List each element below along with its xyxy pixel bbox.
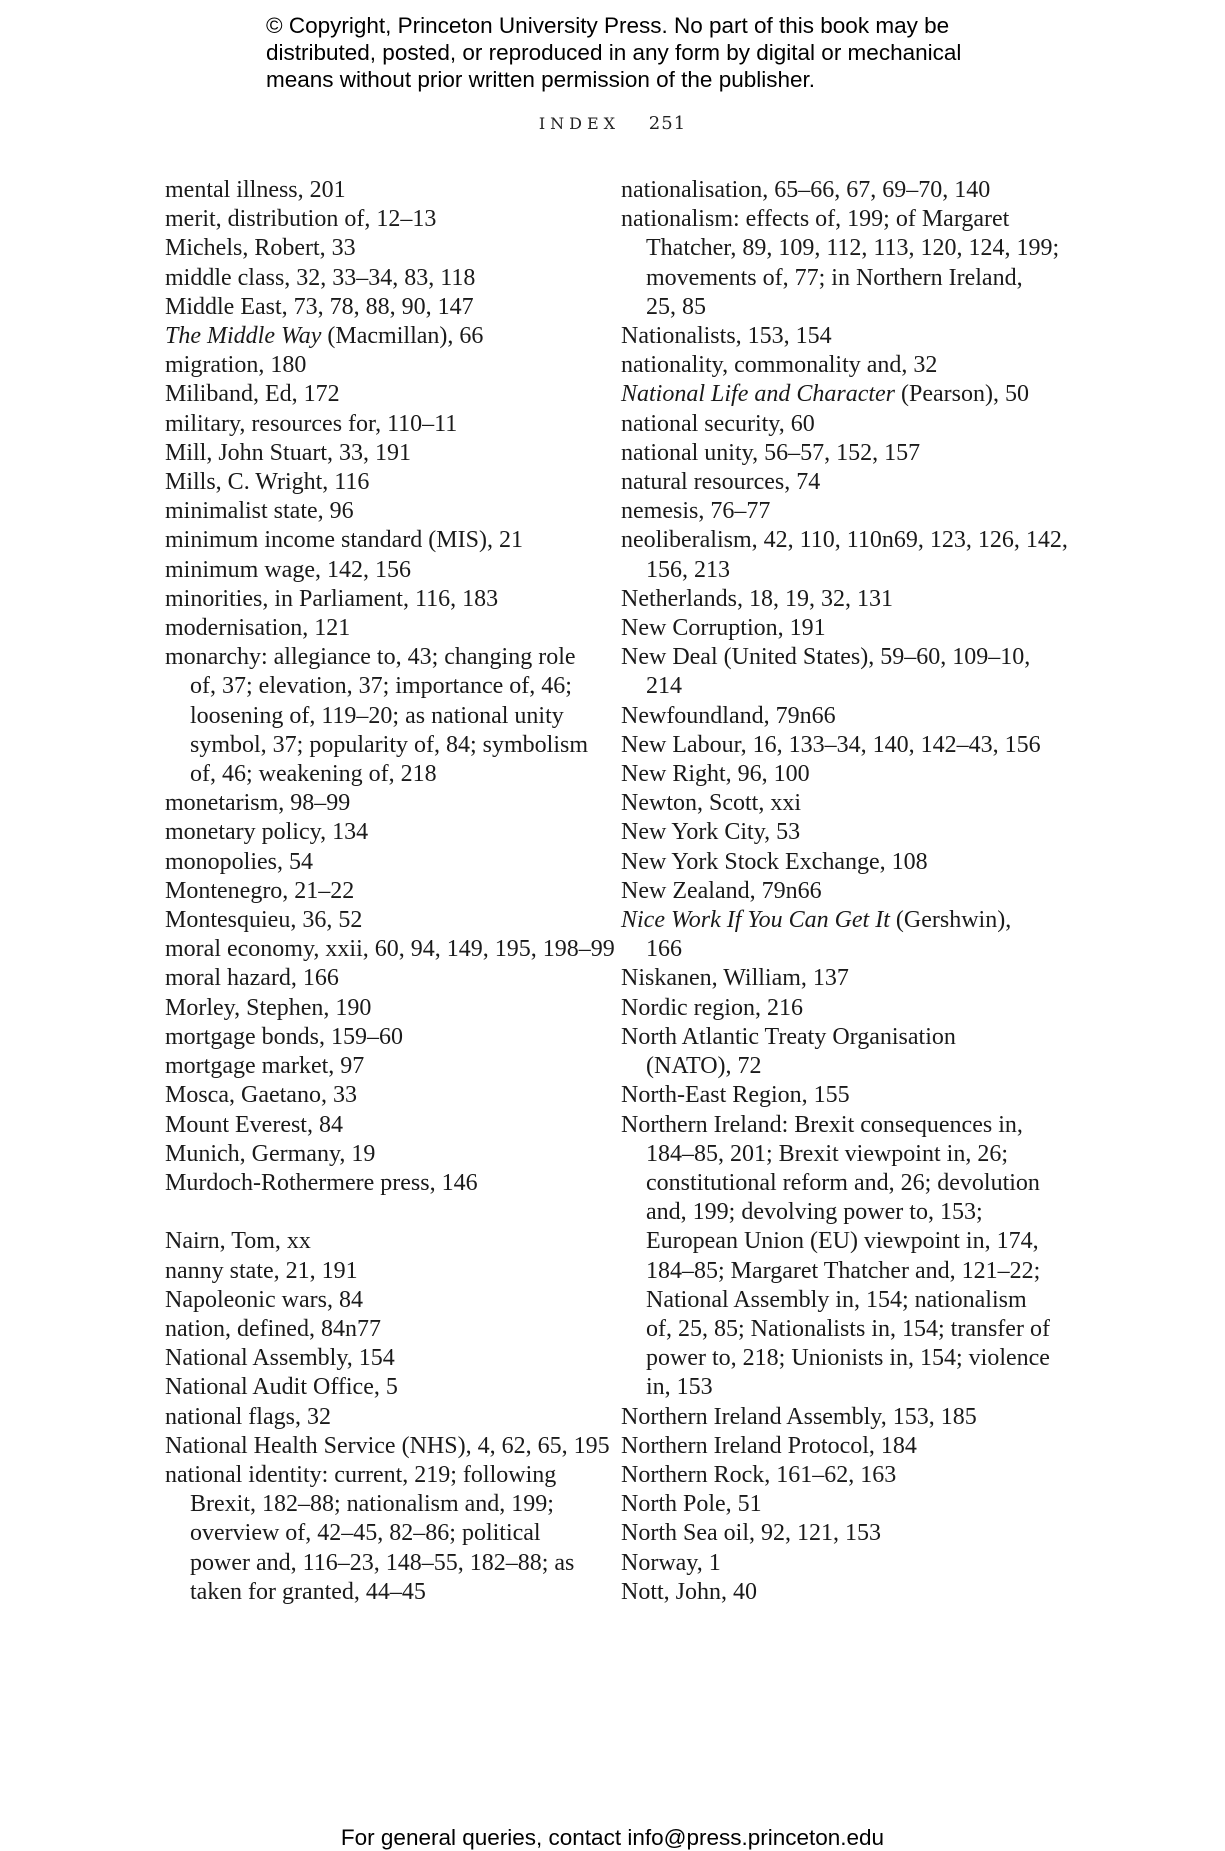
song-title: Nice Work If You Can Get It [621, 907, 890, 934]
index-entry: New York City, 53 [621, 819, 801, 846]
index-entry: National Audit Office, 5 [165, 1374, 398, 1401]
entry-line: power and, 116–23, 148–55, 182–88; as [190, 1549, 575, 1576]
copyright-line: means without prior written permission of the publisher. [266, 67, 816, 92]
entry-line: National Assembly in, 154; nationalism [646, 1286, 1027, 1313]
index-entry: monetarism, 98–99 [165, 790, 351, 817]
index-entry: Northern Ireland Assembly, 153, 185 [621, 1403, 977, 1430]
index-entry-multiline [165, 1461, 595, 1607]
index-entry: nanny state, 21, 191 [165, 1257, 358, 1284]
running-head-title: INDEX [538, 114, 621, 133]
index-entry: natural resources, 74 [621, 469, 821, 496]
copyright-notice [266, 12, 1026, 93]
index-entry: North Pole, 51 [621, 1491, 762, 1518]
entry-line: movements of, 77; in Northern Ireland, [646, 264, 1023, 291]
index-entry-multiline [165, 643, 595, 789]
index-entry: Michels, Robert, 33 [165, 235, 356, 262]
index-entry: mortgage market, 97 [165, 1053, 365, 1080]
index-entry: minimalist state, 96 [165, 498, 354, 525]
entry-line: European Union (EU) viewpoint in, 174, [646, 1228, 1039, 1255]
index-entry: Mount Everest, 84 [165, 1111, 343, 1138]
entry-line: 166 [646, 936, 682, 963]
index-column-right [621, 176, 1068, 1607]
index-entry: New York Stock Exchange, 108 [621, 848, 928, 875]
index-entry: Murdoch-Rothermere press, 146 [165, 1169, 478, 1196]
index-entry: North-East Region, 155 [621, 1082, 850, 1109]
index-entry: military, resources for, 110–11 [165, 410, 458, 437]
index-entry: Miliband, Ed, 172 [165, 381, 340, 408]
index-entry: Middle East, 73, 78, 88, 90, 147 [165, 293, 474, 320]
index-entry: minimum wage, 142, 156 [165, 556, 411, 583]
entry-line: power to, 218; Unionists in, 154; violence [646, 1345, 1050, 1372]
index-entry: Northern Ireland Protocol, 184 [621, 1432, 917, 1459]
index-entry: middle class, 32, 33–34, 83, 118 [165, 264, 476, 291]
index-entry: New Corruption, 191 [621, 615, 826, 642]
index-entry: minimum income standard (MIS), 21 [165, 527, 523, 554]
entry-line: monarchy: allegiance to, 43; changing role [165, 644, 576, 671]
index-entry: Newton, Scott, xxi [621, 790, 801, 817]
index-entry: national security, 60 [621, 410, 815, 437]
entry-line: loosening of, 119–20; as national unity [190, 702, 564, 729]
index-entry-multiline [621, 1023, 1061, 1081]
index-entry: Niskanen, William, 137 [621, 965, 849, 992]
index-entry-multiline [621, 526, 1068, 584]
entry-line: of, 46; weakening of, 218 [190, 761, 437, 788]
index-entry: Nordic region, 216 [621, 994, 803, 1021]
entry-line: overview of, 42–45, 82–86; political [190, 1520, 541, 1547]
index-entry: nationalisation, 65–66, 67, 69–70, 140 [621, 177, 991, 203]
index-entry: Northern Rock, 161–62, 163 [621, 1461, 897, 1488]
index-entry: Morley, Stephen, 190 [165, 994, 372, 1021]
entry-line: neoliberalism, 42, 110, 110n69, 123, 126, 142, [621, 527, 1068, 554]
index-entry [165, 322, 595, 351]
section-gap [165, 1198, 595, 1227]
index-entry: Montenegro, 21–22 [165, 877, 355, 904]
index-entry-multiline [621, 643, 1061, 701]
entry-line: New Deal (United States), 59–60, 109–10, [621, 644, 1031, 671]
index-entry: North Sea oil, 92, 121, 153 [621, 1520, 881, 1547]
entry-line: Northern Ireland: Brexit consequences in, [621, 1111, 1023, 1138]
entry-locator: (Macmillan), 66 [321, 323, 484, 350]
index-entry: Newfoundland, 79n66 [621, 702, 836, 729]
entry-line: symbol, 37; popularity of, 84; symbolism [190, 731, 589, 758]
copyright-line: distributed, posted, or reproduced in any form by digital or mechanical [266, 40, 962, 65]
entry-line: (NATO), 72 [646, 1053, 762, 1080]
entry-line: constitutional reform and, 26; devolution [646, 1169, 1040, 1196]
entry-line: North Atlantic Treaty Organisation [621, 1023, 956, 1050]
index-entry: Mosca, Gaetano, 33 [165, 1082, 357, 1109]
entry-line: nationalism: effects of, 199; of Margaret [621, 206, 1010, 233]
index-entry: Munich, Germany, 19 [165, 1140, 376, 1167]
index-entry: national flags, 32 [165, 1403, 331, 1430]
page-number: 251 [648, 113, 687, 134]
entry-line [621, 906, 1061, 935]
index-entry: Nairn, Tom, xx [165, 1228, 311, 1255]
index-entry-multiline [621, 205, 1061, 322]
index-entry: minorities, in Parliament, 116, 183 [165, 585, 499, 612]
index-entry: nation, defined, 84n77 [165, 1315, 381, 1342]
index-entry: moral hazard, 166 [165, 965, 339, 992]
index-entry: nemesis, 76–77 [621, 498, 771, 525]
entry-line: 184–85, 201; Brexit viewpoint in, 26; [646, 1140, 1008, 1167]
index-entry: monetary policy, 134 [165, 819, 369, 846]
entry-line: 214 [646, 673, 682, 700]
entry-line: 25, 85 [646, 293, 706, 320]
index-entry: monopolies, 54 [165, 848, 313, 875]
index-entry: Napoleonic wars, 84 [165, 1286, 363, 1313]
index-column-left [165, 176, 615, 1607]
index-entry: mental illness, 201 [165, 177, 346, 203]
entry-locator: (Pearson), 50 [895, 381, 1029, 408]
entry-line: and, 199; devolving power to, 153; [646, 1199, 983, 1226]
index-entry: Nationalists, 153, 154 [621, 323, 832, 350]
book-title: The Middle Way [165, 323, 322, 350]
entry-line: in, 153 [646, 1374, 713, 1401]
entry-line: 184–85; Margaret Thatcher and, 121–22; [646, 1257, 1041, 1284]
index-entry: Nott, John, 40 [621, 1578, 758, 1605]
entry-line: 156, 213 [646, 556, 730, 583]
index-entry: merit, distribution of, 12–13 [165, 206, 437, 233]
index-entry: modernisation, 121 [165, 615, 351, 642]
index-entry: Netherlands, 18, 19, 32, 131 [621, 585, 893, 612]
index-entry: migration, 180 [165, 352, 307, 379]
entry-line: of, 25, 85; Nationalists in, 154; transfer of [646, 1315, 1050, 1342]
index-entry: New Right, 96, 100 [621, 761, 810, 788]
book-title: National Life and Character [621, 381, 896, 408]
copyright-line: © Copyright, Princeton University Press. No part of this book may be [266, 13, 950, 38]
footer-contact: For general queries, contact info@press.princeton.edu [340, 1825, 885, 1850]
entry-line: taken for granted, 44–45 [190, 1578, 426, 1605]
running-head [0, 113, 1225, 134]
entry-line: of, 37; elevation, 37; importance of, 46; [190, 673, 572, 700]
index-entry: moral economy, xxii, 60, 94, 149, 195, 198–99 [165, 936, 615, 963]
entry-line: Brexit, 182–88; nationalism and, 199; [190, 1491, 554, 1518]
index-entry: New Labour, 16, 133–34, 140, 142–43, 156 [621, 731, 1041, 758]
index-entry: National Health Service (NHS), 4, 62, 65, 195 [165, 1432, 610, 1459]
index-entry: Norway, 1 [621, 1549, 721, 1576]
index-entry: nationality, commonality and, 32 [621, 352, 938, 379]
index-entry: New Zealand, 79n66 [621, 877, 822, 904]
index-entry: Mill, John Stuart, 33, 191 [165, 439, 412, 466]
index-entry: mortgage bonds, 159–60 [165, 1023, 403, 1050]
index-entry: National Assembly, 154 [165, 1345, 395, 1372]
index-entry: national unity, 56–57, 152, 157 [621, 439, 921, 466]
entry-line: national identity: current, 219; following [165, 1461, 557, 1488]
index-entry [621, 380, 1061, 409]
entry-line: Thatcher, 89, 109, 112, 113, 120, 124, 199; [646, 235, 1060, 262]
index-entry: Mills, C. Wright, 116 [165, 469, 370, 496]
index-entry-multiline [621, 1111, 1061, 1403]
index-entry-multiline [621, 906, 1061, 964]
entry-locator: (Gershwin), [889, 907, 1012, 934]
index-entry: Montesquieu, 36, 52 [165, 907, 363, 934]
